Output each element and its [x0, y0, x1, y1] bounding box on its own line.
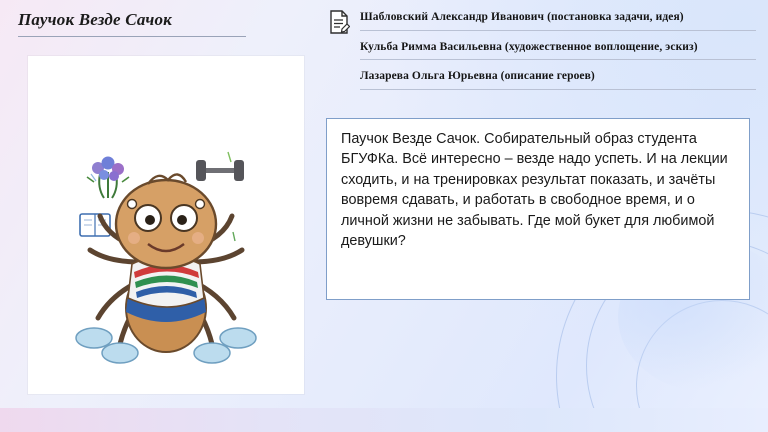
description-text: Паучок Везде Сачок. Собирательный образ студента БГУФКа. Всё интересно – везде надо успеть. И на лекции сходить, и на тренировках результат показать, и зачёты вовремя сдавать, и работать в свободное время, и о личной жизни не забывать. Где мой букет для любимой девушки?	[341, 131, 728, 250]
credit-item-1	[326, 10, 750, 31]
credit-divider	[360, 30, 756, 31]
title-block	[18, 10, 246, 37]
credit-item-2	[326, 40, 750, 61]
credit-text: Кульба Римма Васильевна (художественное воплощение, эскиз)	[360, 40, 698, 53]
document-icon	[328, 10, 350, 34]
credit-divider	[360, 59, 756, 60]
credits-list	[326, 10, 750, 99]
decorative-bottom-band	[0, 408, 768, 432]
credit-divider	[360, 89, 756, 90]
page-title: Паучок Везде Сачок	[18, 10, 173, 29]
spider-character-illustration	[28, 56, 304, 394]
illustration-card	[28, 56, 304, 394]
credit-text: Лазарева Ольга Юрьевна (описание героев)	[360, 70, 595, 83]
credit-item-3	[326, 69, 750, 90]
description-textbox	[326, 118, 750, 300]
credit-text: Шабловский Александр Иванович (постановка задачи, идея)	[360, 11, 684, 23]
title-divider	[18, 36, 246, 37]
